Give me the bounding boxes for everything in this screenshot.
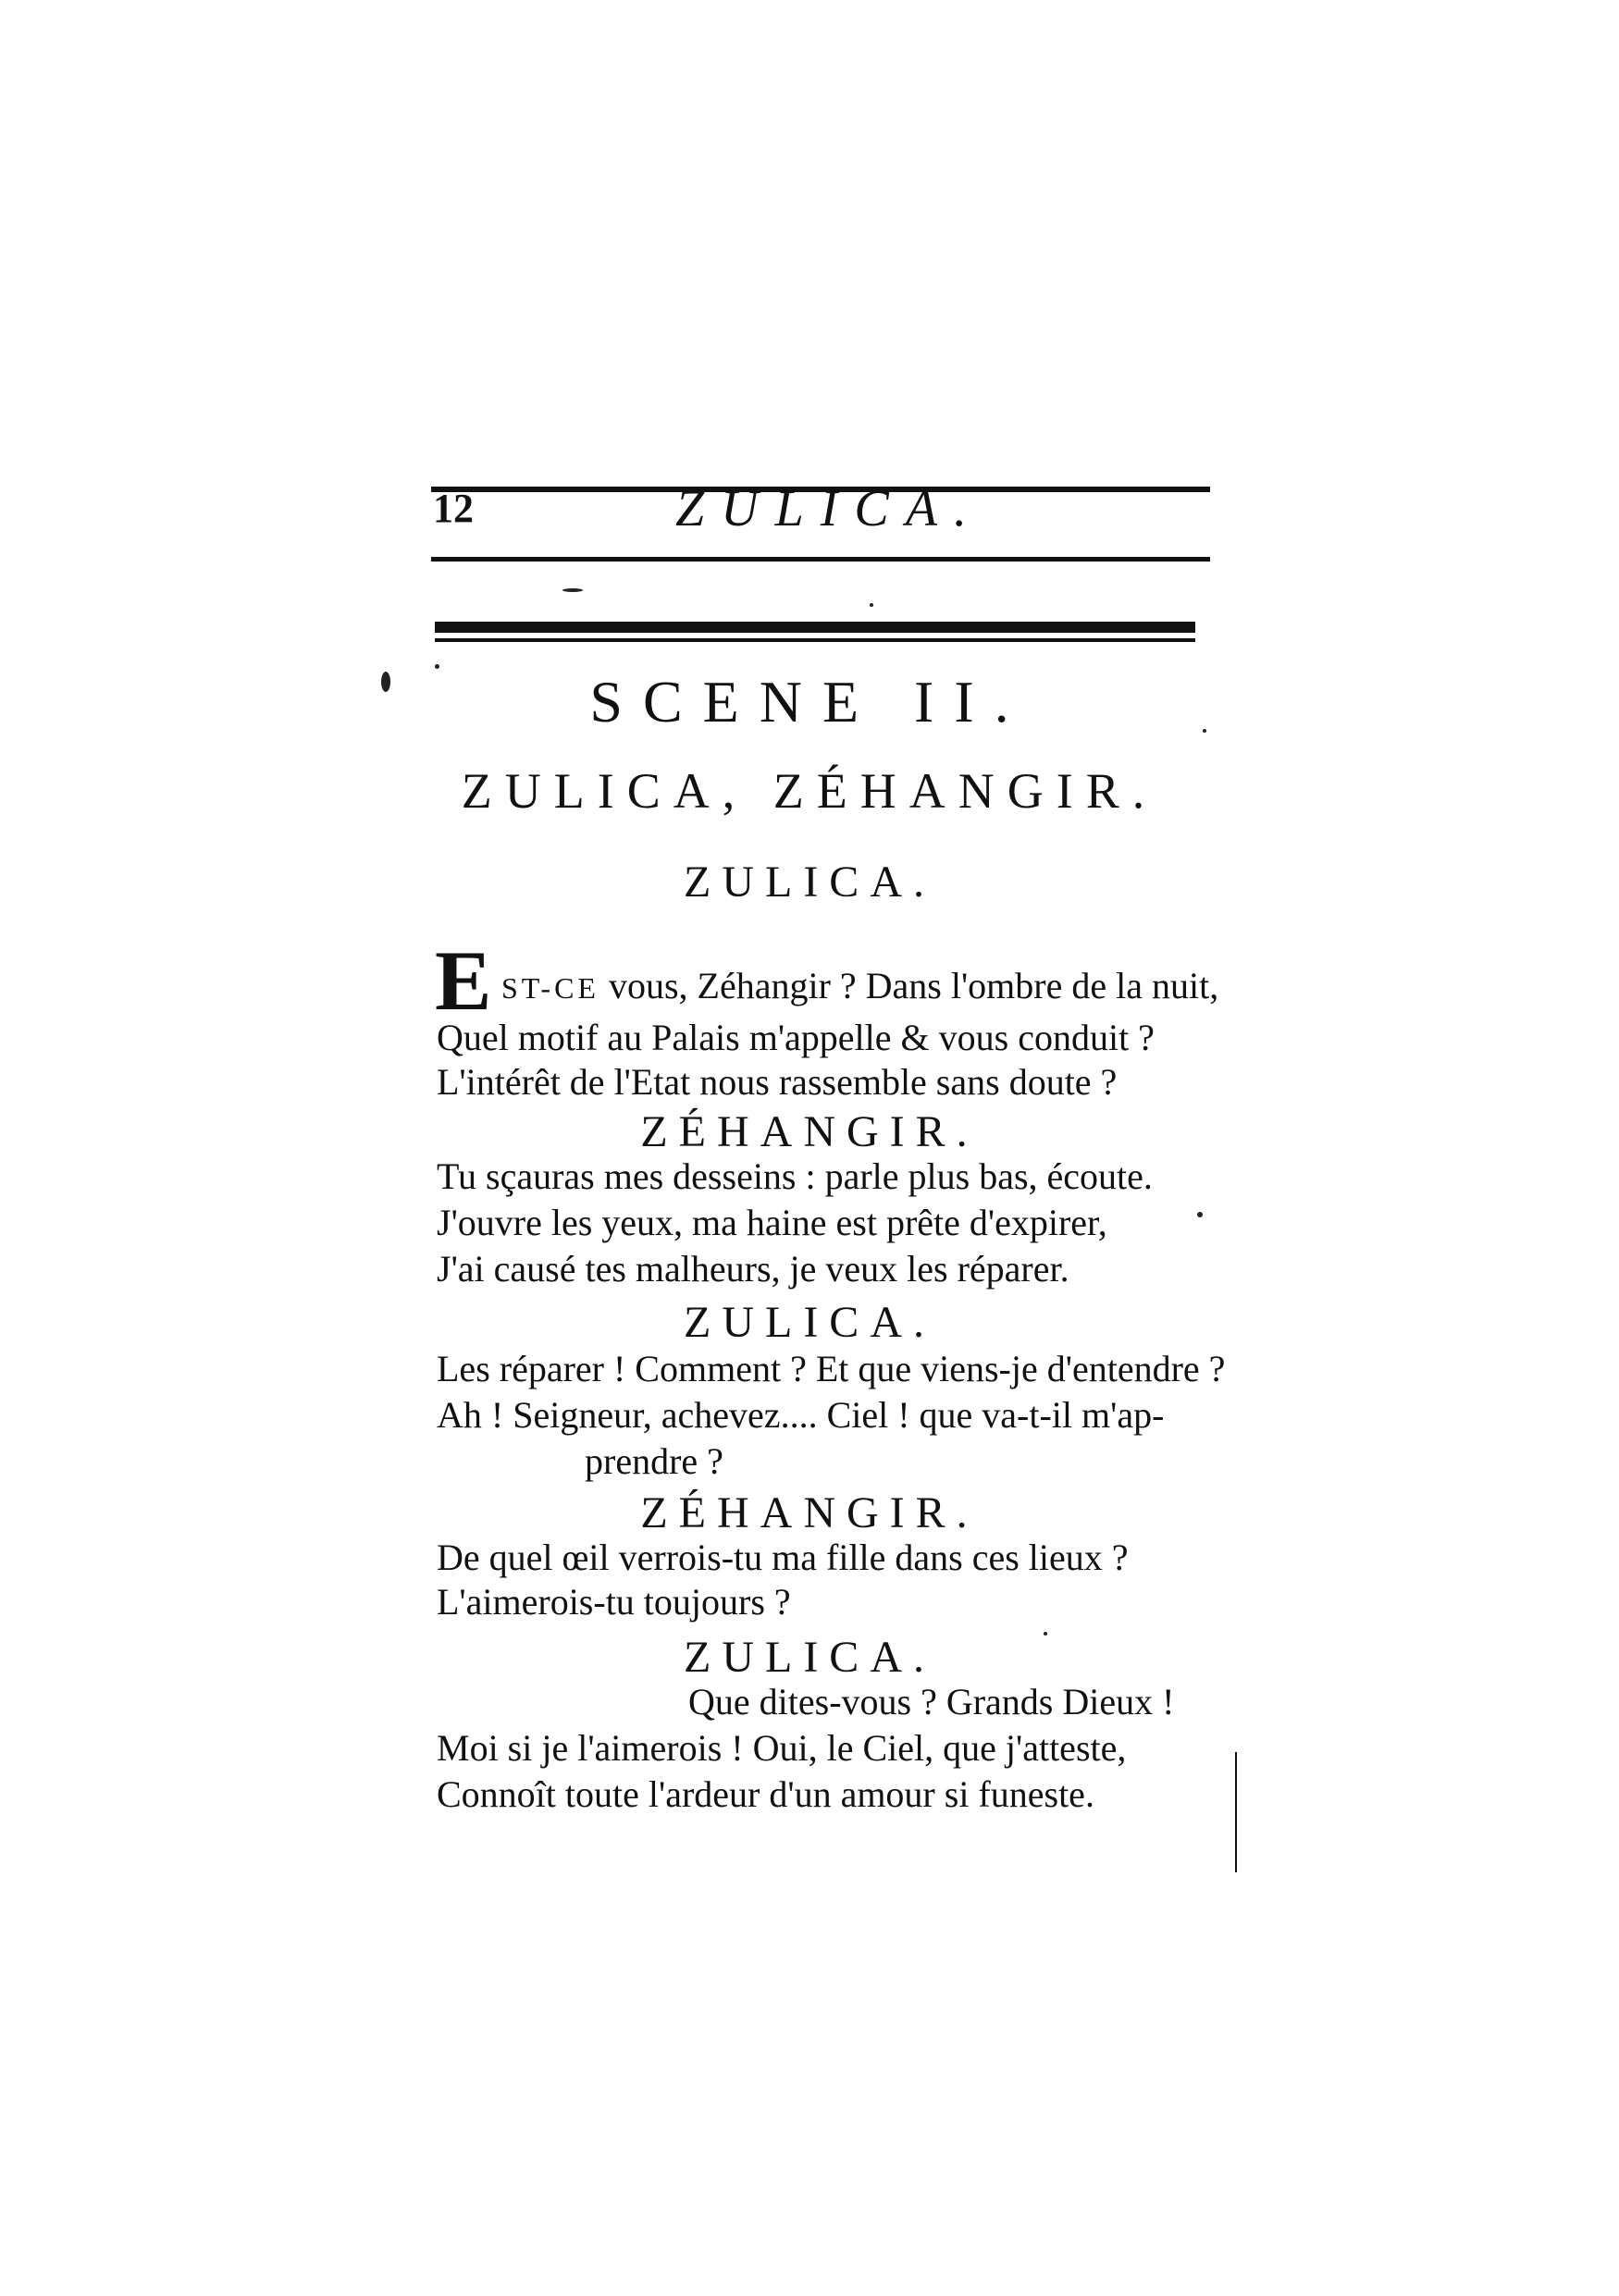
ornament-rule-thick bbox=[435, 622, 1195, 633]
verse-line: Tu sçauras mes desseins : parle plus bas, écoute. bbox=[437, 1155, 1153, 1197]
margin-line bbox=[1235, 1752, 1237, 1872]
speaker-name: ZULICA. bbox=[684, 858, 935, 907]
scan-speck bbox=[1197, 1212, 1203, 1217]
verse-line: Que dites-vous ? Grands Dieux ! bbox=[688, 1681, 1175, 1722]
verse-line: Les réparer ! Comment ? Et que viens-je d'entendre ? bbox=[437, 1348, 1226, 1389]
verse-line bbox=[501, 965, 1219, 1006]
speaker-name: ZULICA. bbox=[684, 1298, 935, 1347]
header-bottom-rule bbox=[431, 557, 1210, 562]
verse-line: prendre ? bbox=[585, 1440, 723, 1482]
running-title: ZULICA. bbox=[675, 480, 983, 537]
speaker-name: ZÉHANGIR. bbox=[640, 1488, 979, 1537]
speaker-name: ZÉHANGIR. bbox=[640, 1107, 979, 1156]
verse-line: Ah ! Seigneur, achevez.... Ciel ! que va-t-il m'ap- bbox=[437, 1394, 1165, 1436]
verse-line: J'ai causé tes malheurs, je veux les réparer. bbox=[437, 1248, 1069, 1290]
scan-speck bbox=[381, 672, 390, 692]
scan-speck bbox=[1044, 1632, 1047, 1636]
verse-line: L'intérêt de l'Etat nous rassemble sans doute ? bbox=[437, 1061, 1118, 1103]
scan-speck bbox=[1203, 729, 1206, 733]
scene-characters: ZULICA, ZÉHANGIR. bbox=[461, 763, 1158, 819]
scan-speck bbox=[435, 664, 439, 669]
verse-line: De quel œil verrois-tu ma fille dans ces lieux ? bbox=[437, 1537, 1129, 1578]
verse-line: Quel motif au Palais m'appelle & vous conduit ? bbox=[437, 1017, 1155, 1058]
page-number: 12 bbox=[433, 486, 474, 531]
speaker-name: ZULICA. bbox=[684, 1633, 935, 1682]
verse-line: Moi si je l'aimerois ! Oui, le Ciel, que j'atteste, bbox=[437, 1727, 1127, 1769]
verse-line: J'ouvre les yeux, ma haine est prête d'expirer, bbox=[437, 1202, 1107, 1243]
small-caps-opening: ST-CE bbox=[501, 971, 599, 1005]
scan-speck bbox=[870, 603, 873, 607]
verse-text: vous, Zéhangir ? Dans l'ombre de la nuit, bbox=[599, 965, 1219, 1006]
scan-speck bbox=[562, 588, 583, 592]
verse-line: Connoît toute l'ardeur d'un amour si funeste. bbox=[437, 1773, 1094, 1815]
drop-cap: E bbox=[435, 933, 492, 1028]
verse-line: L'aimerois-tu toujours ? bbox=[437, 1581, 791, 1623]
scene-title: SCENE II. bbox=[589, 669, 1030, 734]
ornament-rule-thin bbox=[435, 638, 1195, 642]
